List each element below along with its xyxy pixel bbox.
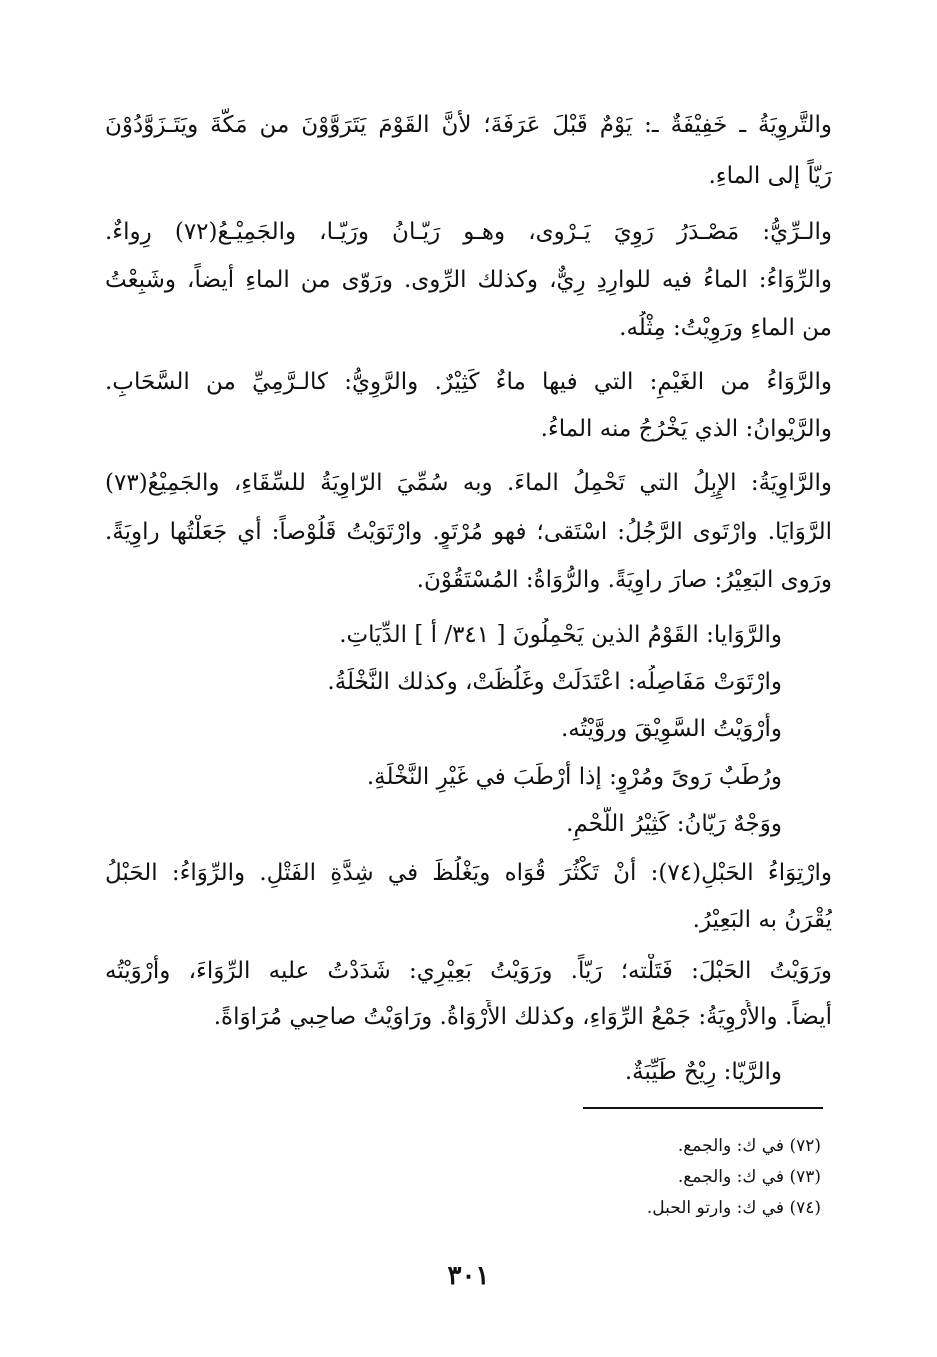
text-line: والرَّوَايا: القَوْمُ الذين يَحْمِلُونَ [ ٣٤١/ أ ] الدِّيَاتِ. <box>339 622 782 648</box>
text-line: ورَوى البَعِيْرُ: صارَ راوِيَةً. والرُّوَاةُ: المُسْتَقُوْنَ. <box>416 567 832 593</box>
footnote: (٧٤) في ك: وارتو الحبل. <box>646 1198 821 1218</box>
text-line: ورُطَبٌ رَوىً ومُرْوٍ: إذا أرْطَبَ في غَيْرِ النَّخْلَةِ. <box>366 764 782 790</box>
text-line: وارْتَوَتْ مَفَاصِلُه: اعْتَدَلَتْ وغَلُظَتْ، وكذلك النَّخْلَةُ. <box>327 669 782 695</box>
text-line: والرِّوَاءُ: الماءُ فيه للوارِدِ رِيٌّ، وكذلك الرِّوى. ورَوّى من الماءِ أيضاً، وشَبِعْتُ <box>105 267 832 293</box>
text-line: والـرِّيُّ: مَصْـدَرُ رَوِيَ يَـرْوى، وهـو رَيّـانُ ورَيّـا، والجَمِيْـعُ(٧٢) رِواءٌ. <box>105 219 832 245</box>
footnote: (٧٢) في ك: والجمع. <box>677 1136 821 1156</box>
page-number: ٣٠١ <box>447 1261 490 1291</box>
text-line: والرَّيّا: رِيْحٌ طَيِّبَةٌ. <box>624 1059 782 1085</box>
text-line: من الماءِ ورَوِيْتُ: مِثْلُه. <box>619 315 832 341</box>
text-line: وأَرْوَيْتُ السَّوِيْقَ وروَّيْتُه. <box>560 716 782 742</box>
text-line: والرَّوَاءُ من الغَيْمِ: التي فيها ماءٌ كَثِيْرٌ. والرَّوِيُّ: كالـرَّمِيِّ من السَّحَابِ. <box>105 369 832 395</box>
text-line: ورَوَيْتُ الحَبْلَ: فَتَلْته؛ رَيّاً. ورَوَيْتُ بَعِيْرِي: شَدَدْتُ عليه الرِّوَاءَ، وأرْوَيْتُه <box>105 958 832 984</box>
text-line: والتَّروِيَةُ ـ خَفِيْفَةٌ ـ: يَوْمٌ قَبْلَ عَرَفَةَ؛ لأنَّ القَوْمَ يَتَرَوَّوْنَ من مَكَّةَ ويَتَـزَوَّدُوْنَ <box>105 112 832 138</box>
text-line: والرَّيْوانُ: الذي يَخْرُجُ منه الماءُ. <box>540 416 832 442</box>
text-line: رَيّاً إلى الماءِ. <box>708 163 832 189</box>
text-line: أيضاً. والأُرْوِيَةُ: جَمْعُ الرِّوَاءِ، وكذلك الأَرْوَاةُ. ورَاوَيْتُ صاحِبي مُرَاوَاةً. <box>213 1004 832 1030</box>
footnote: (٧٣) في ك: والجمع. <box>677 1167 821 1187</box>
footnote-divider <box>583 1107 823 1109</box>
text-line: ووَجْهٌ رَيّانُ: كَثِيْرُ اللَّحْمِ. <box>566 811 782 837</box>
text-line: الرَّوَايَا. وارْتَوى الرَّجُلُ: اسْتَقى؛ فهو مُرْتَوٍ. وارْتَوَيْتُ قَلُوْصاً: أي جَعَلْتُها راوِيَةً. <box>105 519 832 545</box>
text-line: وارْتِوَاءُ الحَبْلِ(٧٤): أنْ تَكْثُرَ قُوَاه ويَغْلُظَ في شِدَّةِ الفَتْلِ. والرِّوَاءُ: الحَبْلُ <box>105 860 832 886</box>
text-line: والرَّاوِيَةُ: الإِبِلُ التي تَحْمِلُ الماءَ. وبه سُمِّيَ الرّاوِيَةُ للسِّقَاءِ، والجَمِيْعُ(٧٣) <box>105 470 832 496</box>
text-line: يُقْرَنُ به البَعِيْرُ. <box>692 907 832 933</box>
